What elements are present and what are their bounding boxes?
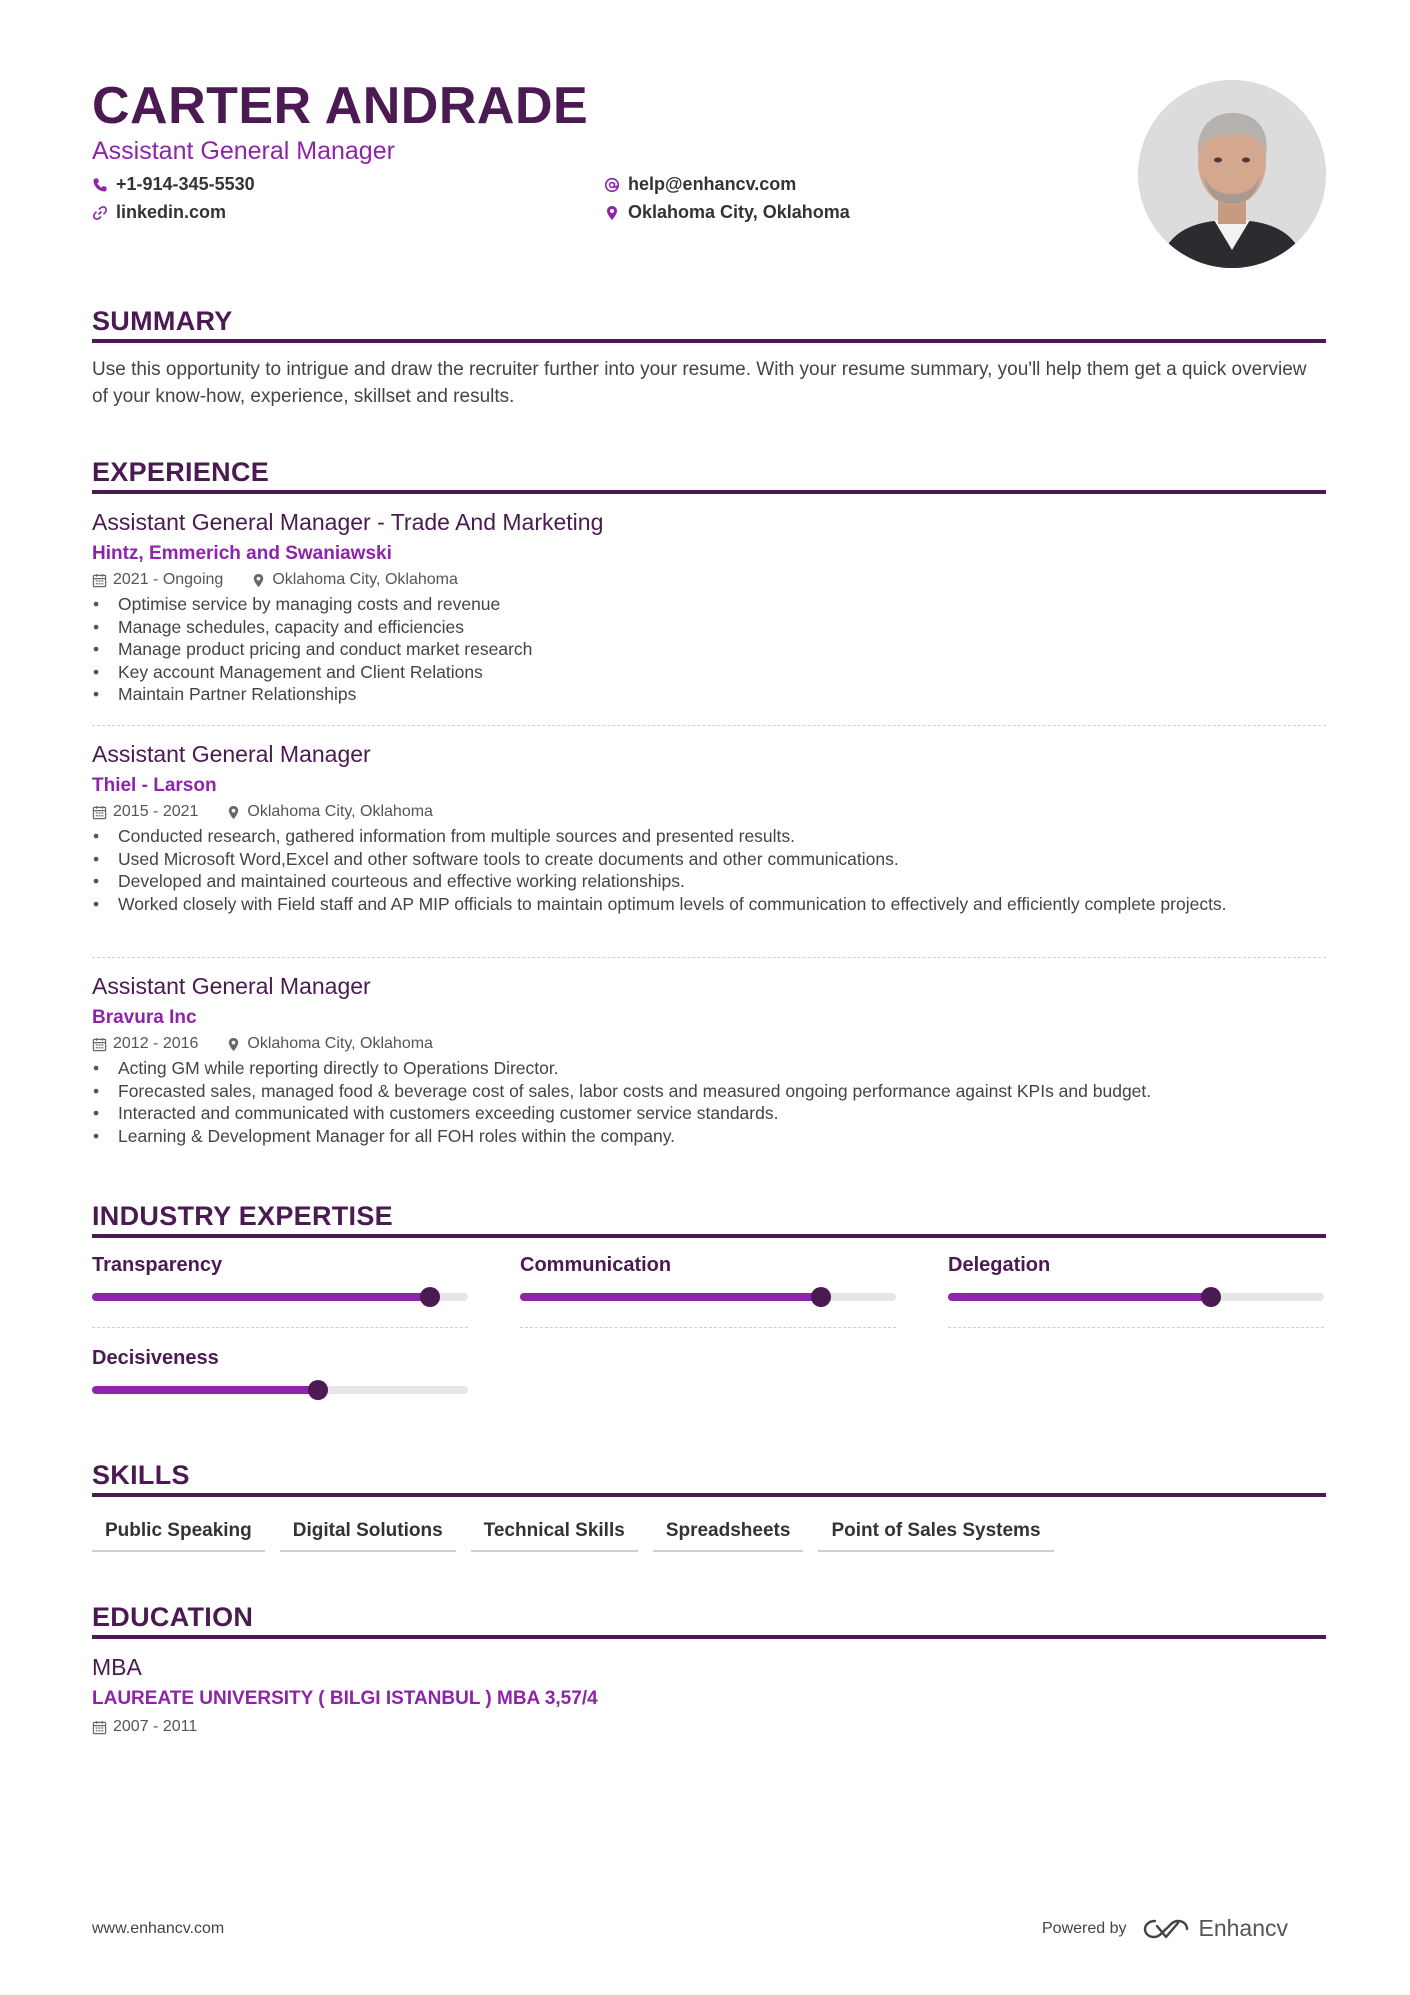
job-dates: 2015 - 2021 [113,803,199,820]
skill-tag: Point of Sales Systems [818,1516,1053,1552]
education-school: LAUREATE UNIVERSITY ( BILGI ISTANBUL ) MBA 3,57/4 [92,1688,598,1709]
summary-text: Use this opportunity to intrigue and draw the recruiter further into your resume. With your resume summary, you'll help them get a quick overview of your know-how, experience, skillset and results. [92,359,1307,407]
job-title: Assistant General Manager - Trade And Marketing [92,509,604,535]
enhancv-logo-icon [1143,1917,1189,1941]
expertise-bar-knob [420,1287,440,1307]
expertise-bar-fill [92,1293,430,1301]
expertise-label: Delegation [948,1254,1051,1276]
job-bullet: • Maintain Partner Relationships [118,683,1326,706]
education-heading: EDUCATION [92,1602,254,1632]
expertise-bar-knob [308,1380,328,1400]
job-bullet: • Used Microsoft Word,Excel and other software tools to create documents and other communications. [118,848,1326,871]
experience-entry [92,971,1326,1147]
expertise-divider-line [520,1327,896,1328]
powered-by-label: Powered by [1042,1919,1127,1937]
map-pin-icon [251,573,266,588]
expertise-bar [520,1293,896,1301]
job-location [251,567,458,593]
job-title: Assistant General Manager [92,973,371,999]
website-text[interactable]: linkedin.com [116,202,227,222]
job-bullet: • Forecasted sales, managed food & beverage cost of sales, labor costs and measured ongoing performance against KPIs and budget. [118,1080,1326,1103]
job-bullet: • Learning & Development Manager for all FOH roles within the company. [118,1125,1326,1148]
expertise-bar-fill [520,1293,821,1301]
expertise-label: Transparency [92,1254,223,1276]
calendar-icon [92,1037,107,1052]
job-bullets [92,593,1326,706]
expertise-bar [92,1293,468,1301]
expertise-bar-knob [811,1287,831,1307]
job-location-text: Oklahoma City, Oklahoma [247,1035,433,1052]
expertise-divider-line [948,1327,1324,1328]
job-dates: 2012 - 2016 [113,1035,199,1052]
job-dates: 2021 - Ongoing [113,571,224,588]
location-contact [604,202,850,223]
footer-website[interactable]: www.enhancv.com [92,1920,225,1937]
website-contact [92,202,226,223]
map-pin-icon [226,1037,241,1052]
job-bullet: • Conducted research, gathered information from multiple sources and presented results. [118,825,1326,848]
portrait-image [1138,80,1326,268]
expertise-bar-knob [1201,1287,1221,1307]
expertise-item [948,1251,1324,1328]
map-pin-icon [226,805,241,820]
skill-tag: Technical Skills [471,1516,638,1552]
profile-photo [1138,80,1326,268]
skills-heading: SKILLS [92,1460,190,1490]
job-bullet: • Manage product pricing and conduct market research [118,638,1326,661]
job-location [226,799,433,825]
phone-text[interactable]: +1-914-345-5530 [116,174,255,194]
company-name: Thiel - Larson [92,775,217,796]
summary-divider [92,339,1326,343]
company-name: Bravura Inc [92,1007,197,1028]
job-location-text: Oklahoma City, Oklahoma [272,571,458,588]
job-location [226,1031,433,1057]
job-bullet: • Manage schedules, capacity and efficiencies [118,616,1326,639]
candidate-name: CARTER ANDRADE [92,77,589,135]
job-bullet: • Developed and maintained courteous and effective working relationships. [118,870,1326,893]
skill-tag: Public Speaking [92,1516,265,1552]
expertise-item [92,1344,468,1394]
job-title: Assistant General Manager [92,741,371,767]
job-meta [92,1031,1326,1057]
candidate-title: Assistant General Manager [92,137,395,165]
job-meta [92,799,1326,825]
expertise-divider [92,1234,1326,1238]
job-bullet: • Key account Management and Client Relations [118,661,1326,684]
skill-tag: Spreadsheets [653,1516,804,1552]
brand-logo[interactable] [1143,1915,1289,1942]
email-contact [604,174,796,195]
job-bullet: • Interacted and communicated with customers exceeding customer service standards. [118,1102,1326,1125]
footer-branding [1042,1915,1288,1942]
phone-contact [92,174,255,195]
job-bullets [92,1057,1326,1147]
education-degree: MBA [92,1654,142,1680]
experience-heading: EXPERIENCE [92,457,270,487]
experience-entry [92,507,1326,706]
email-text[interactable]: help@enhancv.com [628,174,797,194]
calendar-icon [92,573,107,588]
entry-divider [92,957,1326,958]
education-dates-text: 2007 - 2011 [113,1718,198,1735]
skills-divider [92,1493,1326,1497]
entry-divider [92,725,1326,726]
skills-list [92,1516,1054,1552]
expertise-item [520,1251,896,1328]
job-meta [92,567,1326,593]
job-bullet: • Optimise service by managing costs and revenue [118,593,1326,616]
job-bullet: • Acting GM while reporting directly to Operations Director. [118,1057,1326,1080]
location-text: Oklahoma City, Oklahoma [628,202,850,222]
expertise-divider-line [92,1327,468,1328]
map-pin-icon [604,205,620,221]
education-divider [92,1635,1326,1639]
company-name: Hintz, Emmerich and Swaniawski [92,543,392,564]
brand-name: Enhancv [1198,1915,1289,1941]
expertise-bar-fill [92,1386,318,1394]
job-bullet: • Worked closely with Field staff and AP MIP officials to maintain optimum levels of communication to effectively and efficiently complete projects. [118,893,1326,916]
summary-heading: SUMMARY [92,306,233,336]
job-location-text: Oklahoma City, Oklahoma [247,803,433,820]
at-icon [604,177,620,193]
calendar-icon [92,805,107,820]
phone-icon [92,177,108,193]
skill-tag: Digital Solutions [280,1516,456,1552]
experience-entry [92,739,1326,915]
expertise-item [92,1251,468,1328]
expertise-label: Communication [520,1254,672,1276]
education-dates [92,1718,197,1736]
job-bullets [92,825,1326,915]
expertise-heading: INDUSTRY EXPERTISE [92,1201,393,1231]
expertise-bar [948,1293,1324,1301]
expertise-bar [92,1386,468,1394]
calendar-icon [92,1720,107,1735]
link-icon [92,205,108,221]
experience-divider [92,490,1326,494]
expertise-label: Decisiveness [92,1347,219,1369]
expertise-bar-fill [948,1293,1211,1301]
